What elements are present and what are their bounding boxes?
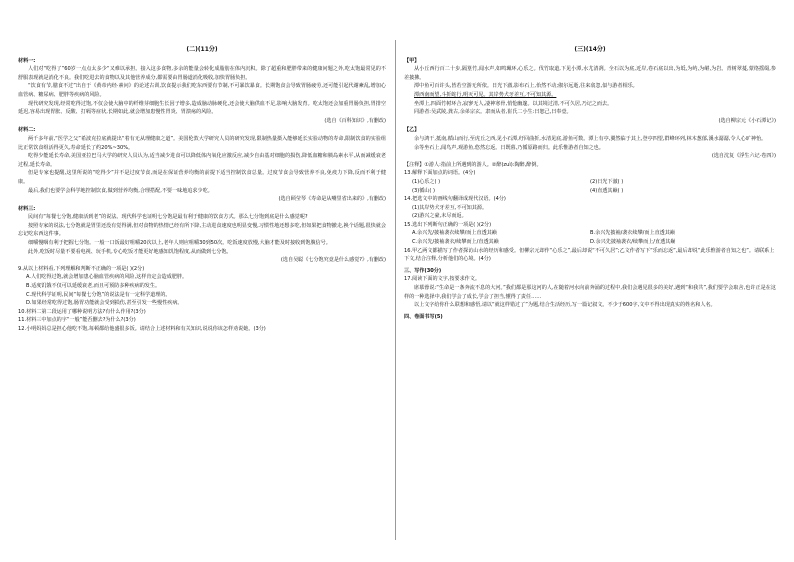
question-10: 10.材料二第二段运用了哪种说明方法?有什么作用?(3分) — [18, 308, 146, 315]
q13-item: (2)日光下澈( ) — [590, 178, 624, 185]
section-title-3: (三)(14分) — [574, 46, 606, 53]
passage-a-para: 坐潭上,四面竹树环合,寂寥无人,凄神寒骨,悄怆幽邃。以其境过清,不可久居,乃记之而去。 — [414, 100, 613, 107]
writing-section-title: 三、写作(30分) — [404, 267, 442, 274]
material-2-para: 最后,我们也要学会科学地控制饮食,做到营养均衡,合理搭配,不要一味地追求少吃。 — [28, 187, 213, 194]
question-9: 9.从以上材料看,下列理解和判断不正确的一项是( )(2分) — [18, 265, 145, 272]
material-2-para: 吃得少能延长寿命,美国亚拉巴马大学的研究人员认为,适当减少进食可以降低体内氧化应激反应,减少自由基对细胞的损伤,降低血糖和胰岛素水平,从而减缓衰老过程,延长寿命。 — [18, 153, 386, 168]
q15-option: C.余兴先/披袖袭衣/续攀而上/直透其巅 — [412, 239, 499, 246]
q13-item: (1)心乐之( ) — [412, 178, 441, 185]
annotation-note: 【注释】①游人:指前上所遇到的游人。②醉(zuì):陶醉,醉倒。 — [404, 161, 542, 168]
question-16: 16.甲乙两文都描写了作者探访山水的经历和感受。但柳宗元却作“心乐之”,最后却说“不可久居”;乙文作者写下“乐而忘返”,最后却说“此乐惟游者自知之也”。请联系上下文,结合注释,分析他们的心境。(4分) — [404, 247, 775, 263]
passage-b-para: 余等坐石上,闻鸟声,观游鱼,悠然忘返。日既暮,乃循原路而归。此乐惟游者自知之也。 — [414, 144, 604, 151]
material-3-source: (选自吴聪《七分饱究竟是什么感觉?》,有删改) — [280, 257, 386, 264]
passage-b-source: (选自沈复《浮生六记·卷四》) — [711, 153, 776, 160]
passage-a-para: 同游者:吴武陵,龚古,余弟宗玄。隶而从者,崔氏二小生:曰恕己,曰奉壹。 — [414, 109, 572, 116]
q13-item: (3)循山( ) — [412, 187, 435, 194]
question-15: 15.选出下列断句正确的一项是( )(2分) — [404, 221, 492, 228]
q17-prompt-para: 席慕蓉说:“生命是一条奔流不息的大河。”我们都是那这河的人,在随着河水向前奔涌的过程中,我们会遇见很多的美好,遇到“和我共”,我们要学会取舍,也许正是在这样的一种选择中,我们学会了成长,学会了担当,懂得了责任…… — [404, 285, 776, 300]
q15-option: A.余兴先/披袖袭衣续攀/而上直透其巅 — [412, 230, 497, 237]
material-2-para: 两千多年前,“医学之父”希波克拉底就提出“着有无从理健康之道”。美国伦敦大学研究人员的研究发现,限制热量摄入能够延长实验动物的寿命,限制饮食的实验组比正常饮食组活得更久,寿命延长了约20%~30%。 — [18, 135, 386, 151]
option-c: C.现代科学证明,民间“每餐七分饱”的说法是有一定科学道理的。 — [26, 291, 171, 298]
section-title-2: (二)(11分) — [186, 46, 218, 53]
option-d: D.如果经常吃得过饱,肠胃功能就会受到损伤,甚至引发一些慢性疾病。 — [26, 300, 183, 307]
material-3-para: 民间有“每餐七分饱,健康活到老”的说法。现代科学也证明七分饱是最有利于健康的饮食方式。那么七分饱到底是什么感觉呢? — [28, 214, 308, 221]
question-12: 12.小明妈妈总是担心他吃不饱,每顿都给他盛很多饭。请结合上述材料和有关知识,说说你该怎样劝说她。(3分) — [18, 326, 266, 332]
passage-a-para: 潭中鱼可百许头,皆若空游无所依。日光下澈,影布石上,佁然不动;俶尔远逝,往来翕忽,似与游者相乐。 — [414, 83, 638, 90]
question-17: 17.阅读下面的文字,按要求作文。 — [404, 276, 480, 283]
q14-item: (1)其岸势犬牙差互,不可知其源。 — [412, 204, 488, 211]
question-15-options — [412, 229, 768, 246]
material-3-para: 按照专家的说法,七分饱就是胃里还没有觉得满,但对食物的热情已经有所下降,主动进食速度也明显变慢,习惯性地还想多吃,但如果把食物撤走,换个话题,很快就会忘记吃东西这件事。 — [18, 222, 386, 238]
q15-option: D.余兴先披袖袭衣/续攀而上/直透其巅 — [590, 239, 676, 246]
q17-prompt-para: 以上文字给你什么联想和感悟,请以“就这样错过了”为题,结合生活经历,写一篇记叙文。不少于600字,文中不得出现真实的姓名和人名。 — [414, 302, 716, 309]
question-13: 13.解释下面加点的词语。(4分) — [404, 170, 476, 177]
right-column — [404, 46, 776, 321]
passage-a-label: 【甲】 — [404, 57, 420, 64]
q15-option: B.余兴先披袖/袭衣续攀/而上直透其巅 — [590, 230, 675, 237]
q13-item: (4)直透其巅( ) — [590, 187, 624, 194]
passage-b-para: 余与鸿干,抵南,循山而行,至虎丘之西,见小石潭,纡回曲折,水清见底,游鱼可数。潭上有亭,翼然临于其上,登亭四望,群峰环列,林木葱郁,溪水潺潺,令人心旷神怡。 — [414, 135, 767, 142]
material-1-label: 材料一: — [18, 57, 36, 64]
material-3-label: 材料三: — [18, 205, 36, 212]
column-divider — [395, 40, 396, 540]
passage-a-para-underlined: 潭西南而望,斗折蛇行,明灭可见。其岸势犬牙差互,不可知其源。 — [414, 91, 557, 98]
material-2-source: (选自顾莹琴《寿命是从嘴里省出来的》,有删改) — [278, 196, 386, 203]
material-1-para: 现代研究发现,经常吃得过饱,不仅会使大脑中的纤维芽细胞生长因子增多,造成脑动脉硬化,还会使大脑供血不足,影响大脑发育。吃太饱还会加重胃肠负担,胃排空延迟,容易出现胃胀、反酸、打嗝等症状,长期如此,就会增加患慢性胃炎、胃溃疡的风险。 — [18, 100, 386, 116]
material-2-para: 但是专家也提醒,这里所说的“吃得少”并不是过度节食,而是在保证营养均衡的前提下适当控制饮食总量。过度节食会导致营养不良,免疫力下降,反而不利于健康。 — [18, 170, 386, 185]
material-3-para: 此外,吃饭时尽量不要看电视、玩手机,专心吃饭才能更好地感知饥饱程度,从而做到七分饱。 — [28, 248, 232, 255]
question-14: 14.把选文中的画线句翻译成现代汉语。(4分) — [404, 196, 506, 203]
option-a: A.人们吃得过饱,就会增加患心脑血管疾病的风险,这样肯定会造成肥胖。 — [26, 274, 188, 281]
option-b: B.适度饥饿不仅可以延缓衰老,而且可预防多种疾病的发生。 — [26, 283, 161, 290]
passage-b-label: 【乙】 — [404, 127, 420, 134]
material-1-para: “饮食有节,膳食不过”出自于《黄帝内经·素问》的论述古训,饮食提示我们吃东西要有节制,不可暴饮暴食。长期饱食会导致胃肠疲劳,还可能引起代谢紊乱,增加心血管病、糖尿病、肥胖等疾病的风险。 — [18, 83, 386, 98]
question-13-items — [412, 178, 768, 195]
material-3-para: 细嚼慢咽有利于把握七分饱。一般一口饭最好咀嚼20次以上,老年人则应咀嚼30到50次。吃饭速度放慢,大脑才能及时接收到饱腹信号。 — [28, 240, 331, 247]
passage-a-para: 从小丘西行百二十步,隔篁竹,闻水声,如鸣珮环,心乐之。伐竹取道,下见小潭,水尤清冽。全石以为底,近岸,卷石底以出,为坻,为屿,为嵁,为岩。青树翠蔓,蒙络摇缀,参差披拂。 — [404, 66, 776, 81]
q14-item: (2)游兴之豪,未尽而返。 — [412, 213, 467, 220]
passage-a-source: (选自柳宗元《小石潭记》) — [718, 117, 776, 124]
question-11: 11.材料三中加点的字“一般”能否删去?为什么?(3分) — [18, 317, 136, 324]
material-1-para: 人们对“吃得了”60岁一点点太多少“又难以承担。接入这多食物,多余的能量会转化成脂肪在体内沉积。除了超重和肥胖带来的健康问题之外,吃太饱最常见的不舒服表现就是消化不良。我们吃进去的食物以及其他营养成分,都需要由胃肠道消化吸收,加快胃肠负担。 — [18, 66, 387, 81]
material-1-source: (选自《百科知识》,有删改) — [324, 117, 386, 124]
left-column — [18, 46, 386, 334]
section-4-title: 四、卷面书写(5) — [404, 313, 443, 320]
material-2-label: 材料二: — [18, 127, 36, 134]
